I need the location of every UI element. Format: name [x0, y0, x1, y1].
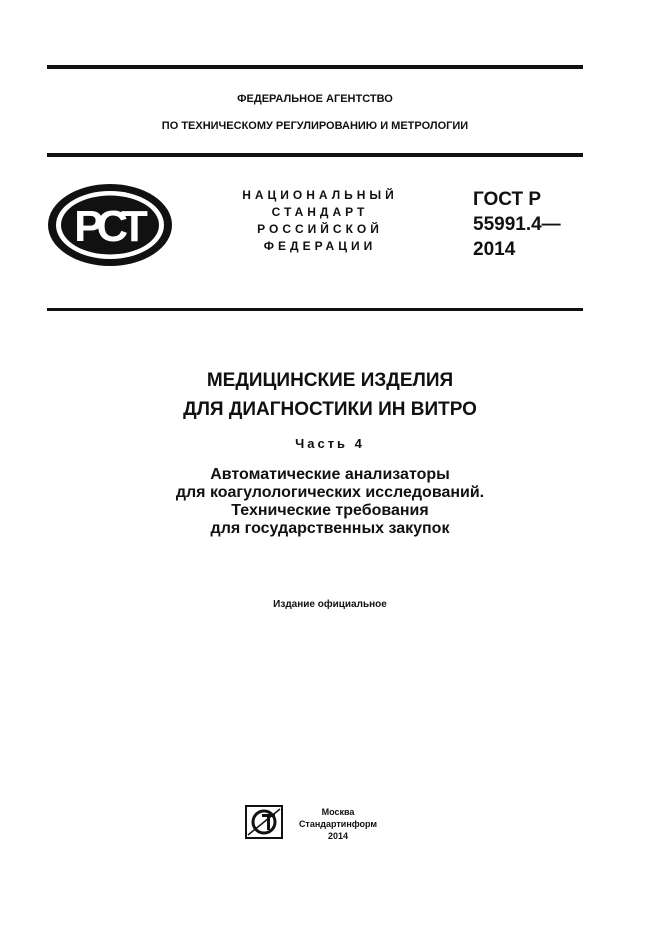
national-standard-block — [215, 187, 425, 255]
header-bottom-rule — [47, 308, 583, 311]
header-rule — [47, 153, 583, 157]
publisher-name: Стандартинформ — [298, 819, 378, 829]
national-standard-line: ФЕДЕРАЦИИ — [263, 239, 377, 253]
standard-number — [473, 187, 561, 262]
national-standard-line: НАЦИОНАЛЬНЫЙ — [242, 188, 398, 202]
subtitle-line-2: для коагулологических исследований. — [175, 484, 485, 501]
national-standard-line: РОССИЙСКОЙ — [257, 222, 383, 236]
standard-number-prefix: ГОСТ Р — [473, 189, 542, 210]
document-title-line-1: МЕДИЦИНСКИЕ ИЗДЕЛИЯ — [206, 370, 454, 391]
top-rule — [47, 65, 583, 69]
national-standard-line: СТАНДАРТ — [271, 205, 369, 219]
part-label: Часть 4 — [295, 436, 365, 451]
subtitle-line-3: Технические требования — [231, 502, 429, 519]
agency-line-1: ФЕДЕРАЛЬНОЕ АГЕНТСТВО — [237, 93, 393, 105]
subtitle-line-4: для государственных закупок — [210, 520, 450, 537]
emblem-lettering: РСТ — [74, 202, 142, 251]
publisher-block — [290, 806, 386, 842]
agency-line-2: ПО ТЕХНИЧЕСКОМУ РЕГУЛИРОВАНИЮ И МЕТРОЛОГИИ — [161, 120, 469, 132]
standartinform-logo-icon — [244, 804, 284, 840]
rst-gost-emblem-icon — [45, 182, 175, 268]
standard-number-code: 55991.4— — [473, 214, 561, 235]
publisher-city: Москва — [321, 807, 355, 817]
publisher-year: 2014 — [327, 831, 349, 841]
standard-number-year: 2014 — [473, 239, 516, 260]
subtitle-line-1: Автоматические анализаторы — [210, 466, 450, 483]
edition-label: Издание официальное — [273, 599, 387, 610]
document-title-line-2: ДЛЯ ДИАГНОСТИКИ ИН ВИТРО — [183, 399, 477, 420]
